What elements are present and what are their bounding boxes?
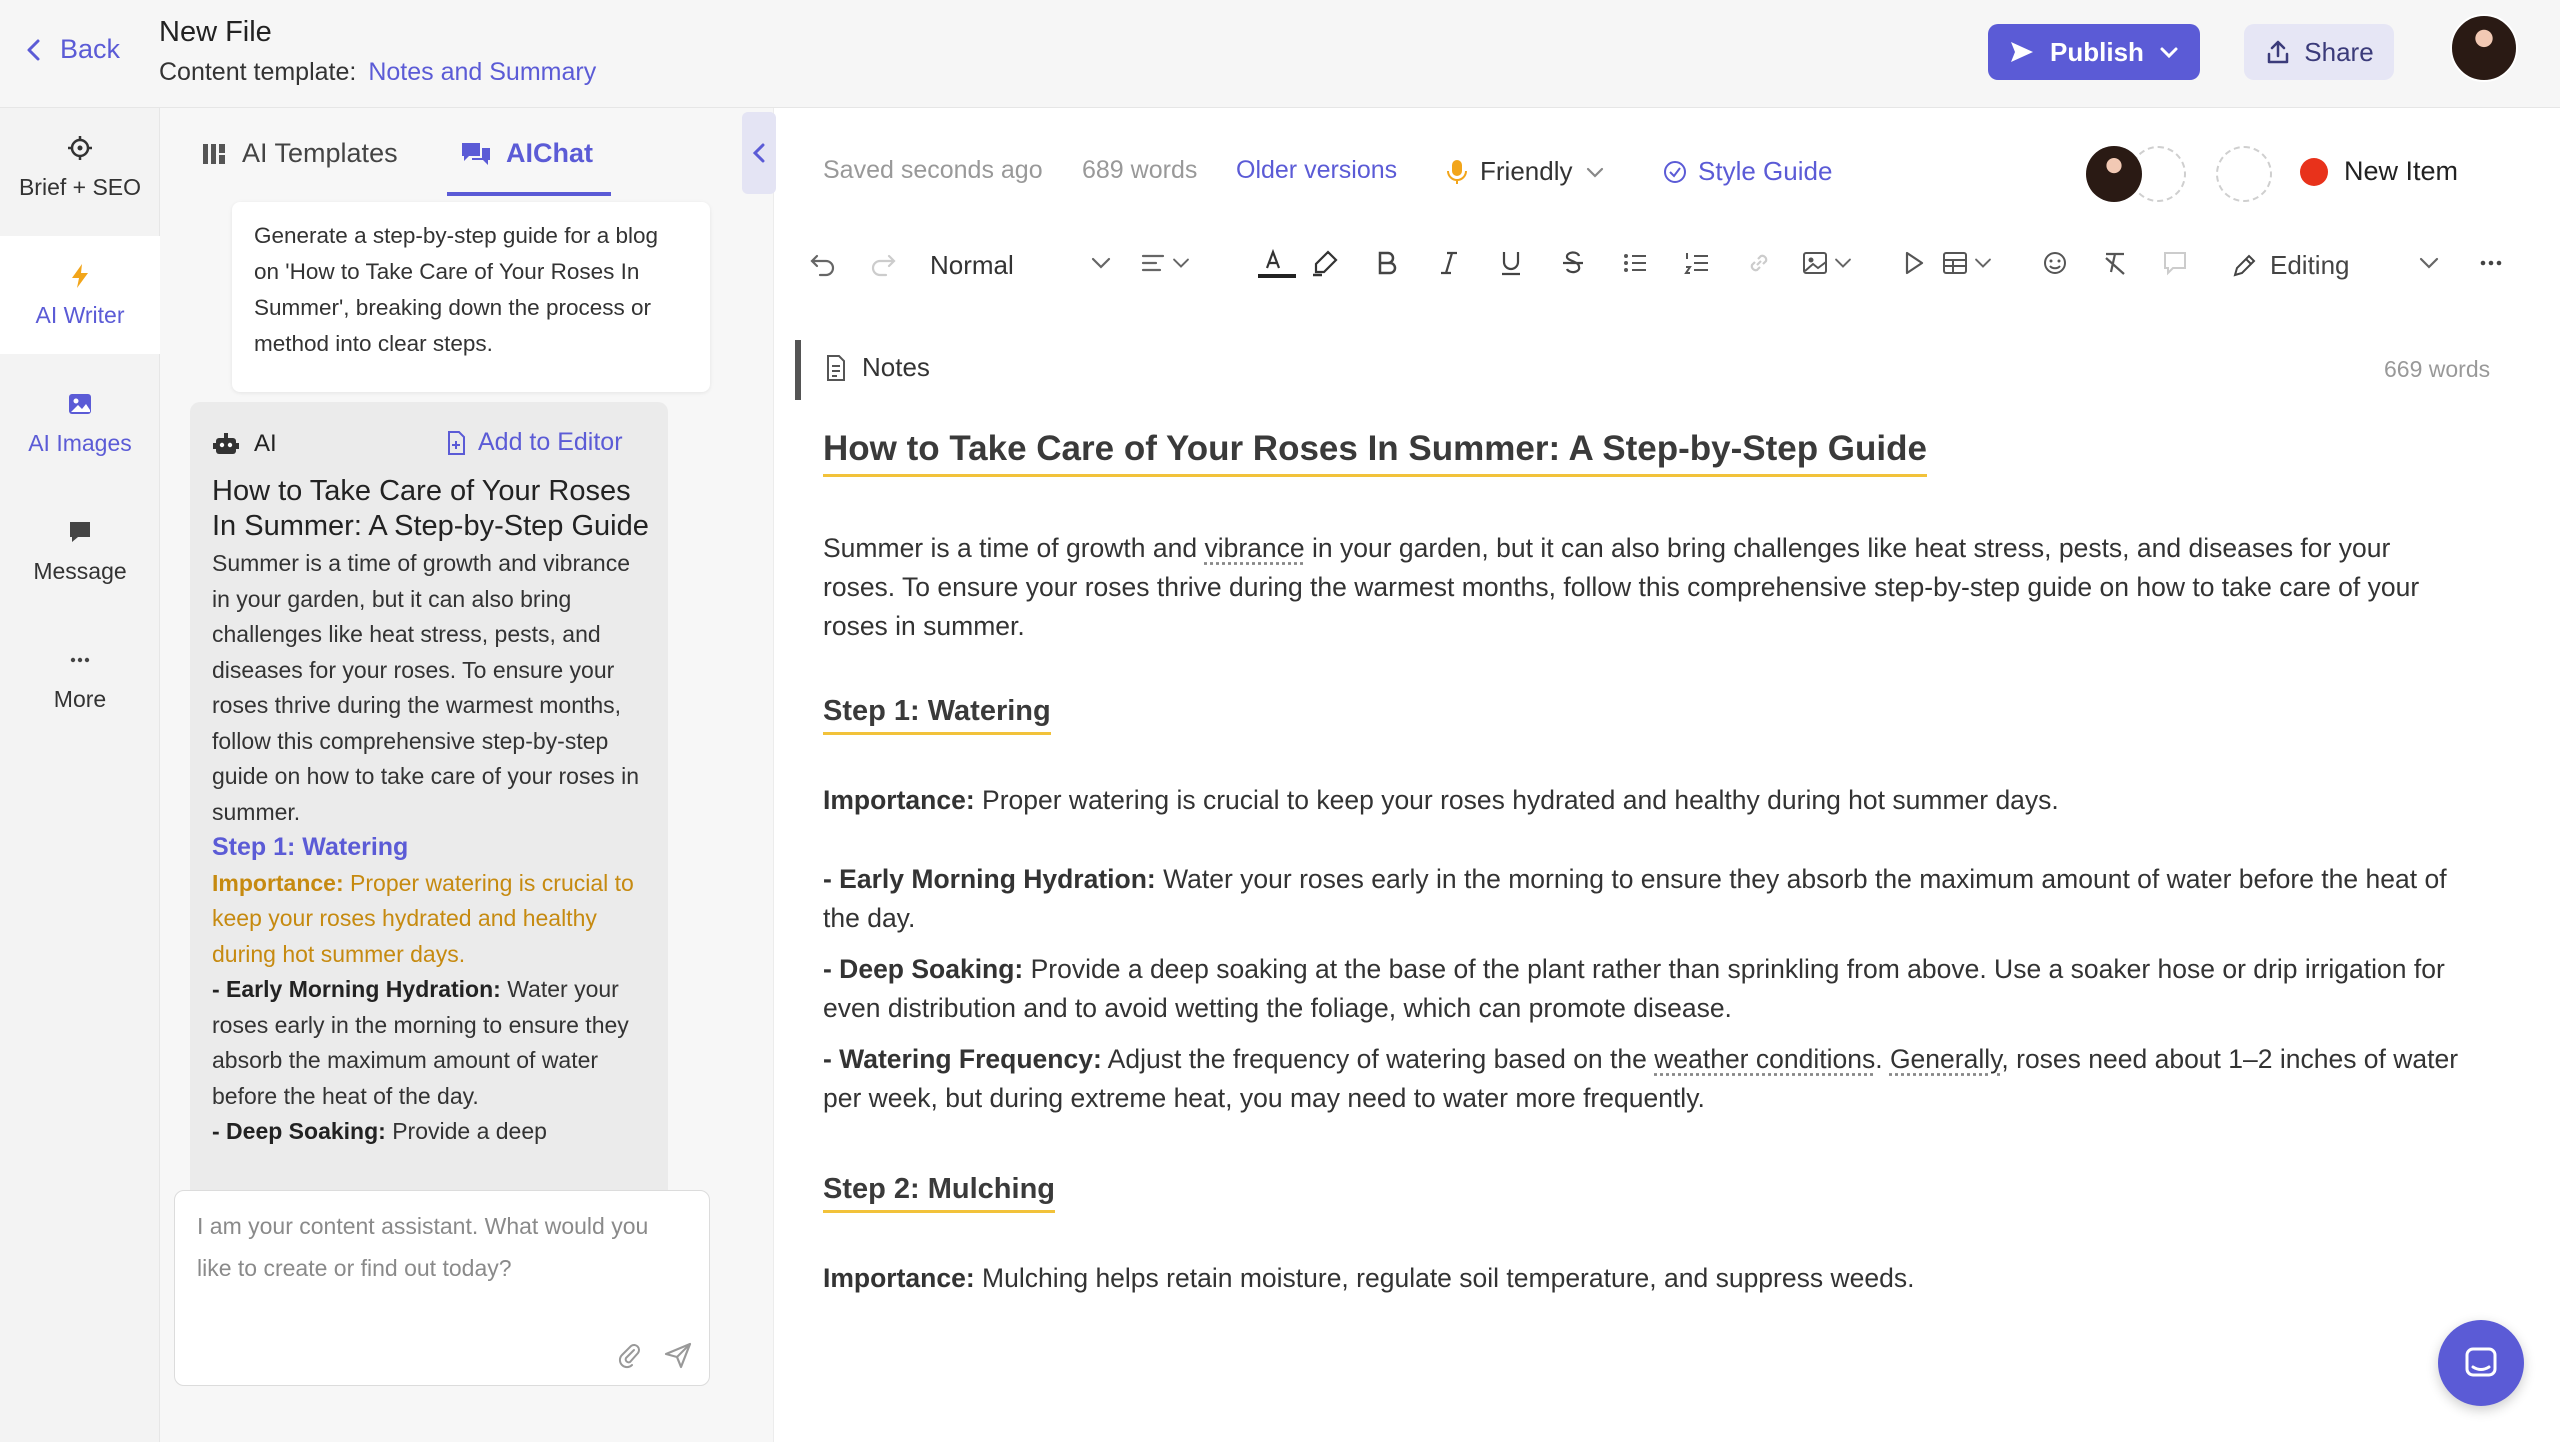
numbered-list-icon [1682,248,1712,278]
clear-format-icon [2100,248,2130,278]
ai-response-paragraph [212,1114,652,1150]
undo-icon [808,248,838,278]
style-guide-button[interactable] [1662,156,1832,187]
new-item-label: New Item [2344,156,2459,186]
comment-button[interactable] [2160,248,2190,278]
chevron-left-icon [751,141,767,165]
chevron-down-icon [2158,41,2180,63]
strikethrough-icon [1558,248,1588,278]
ai-response-paragraph [212,972,652,1114]
send-icon[interactable] [663,1341,693,1369]
rail-item-message[interactable] [0,492,160,610]
message-icon [66,518,94,546]
add-document-icon [444,430,468,456]
link-button[interactable] [1744,248,1774,278]
share-label: Share [2304,36,2374,67]
ai-panel [160,108,774,1442]
text-run: Adjust the frequency of watering based on the [1101,1044,1655,1074]
collapse-panel-button[interactable] [742,112,776,194]
highlight-button[interactable] [1310,248,1340,278]
image-icon [1800,248,1830,278]
status-dot [2300,158,2328,186]
notes-section-header[interactable] [824,352,930,383]
user-avatar[interactable] [2450,14,2518,82]
link-icon [1744,248,1774,278]
text-run: Mulching helps retain moisture, regulate soil temperature, and suppress weeds. [974,1263,1915,1293]
editing-mode-dropdown[interactable] [2230,250,2350,281]
rail-label: More [53,685,107,712]
chat-bubble-icon [2461,1343,2501,1383]
ai-response-title: How to Take Care of Your Roses In Summer: A Step-by-Step Guide [212,475,649,542]
microphone-icon [1446,158,1468,186]
chevron-down-icon [2414,248,2444,278]
document-word-count: 669 words [2384,356,2491,382]
importance-label: Importance: [823,785,975,815]
top-bar [0,0,2560,108]
share-button[interactable] [2244,24,2394,80]
bullet-text: Provide a deep [392,1118,547,1144]
notes-label: Notes [862,352,930,382]
strikethrough-button[interactable] [1558,248,1588,278]
templates-icon [200,140,228,168]
upload-icon [2264,38,2292,66]
formatting-toolbar [800,238,2540,294]
chat-input[interactable] [174,1190,710,1386]
user-prompt-bubble: Generate a step-by-step guide for a blog on 'How to Take Care of Your Roses In Summer', breaking down the process or method into clear steps. [232,202,710,392]
emoji-button[interactable] [2040,248,2070,278]
bold-button[interactable] [1372,248,1402,278]
left-rail [0,108,160,1442]
older-versions-link[interactable]: Older versions [1236,156,1398,184]
document-icon [824,354,848,382]
comment-icon [2160,248,2190,278]
flagged-word[interactable]: vibrance [1204,533,1305,563]
text-run: Proper watering is crucial to keep your roses hydrated and healthy during hot summer days. [974,785,2059,815]
lightning-icon [66,262,94,290]
new-item-status[interactable] [2300,156,2458,187]
word-count: 689 words [1082,156,1198,184]
insert-image-button[interactable] [1800,248,1856,278]
publish-button[interactable] [1988,24,2200,80]
bold-icon [1372,248,1402,278]
text-run: . [1875,1044,1890,1074]
active-tab-indicator [447,192,611,196]
text-run: , roses need about 1–2 inches of water per week, but during extreme heat, you may need to water more frequently. [823,1044,2459,1113]
italic-button[interactable] [1434,248,1464,278]
text-run: Provide a deep soaking at the base of the plant rather than sprinkling from above. Use a soaker hose or drip irrigation for even distribution and to avoid wetting the foliage, which can promote disease. [823,954,2445,1023]
bullet-paragraph [823,1040,2463,1118]
bullet-label: - Deep Soaking: [212,1118,386,1144]
file-title: New File [159,16,272,48]
chevron-down-icon [1584,161,1606,183]
insert-video-button[interactable] [1898,248,1928,278]
bullet-paragraph [823,950,2463,1028]
importance-label: Importance: [823,1263,975,1293]
style-guide-label: Style Guide [1698,156,1833,186]
ai-response-paragraph [212,866,652,973]
chat-icon [460,140,492,168]
back-button[interactable] [24,34,120,65]
ai-response-card [190,402,668,1294]
bullet-list-icon [1620,248,1650,278]
align-button[interactable] [1138,248,1194,278]
document-body[interactable] [823,424,2463,1298]
help-chat-button[interactable] [2438,1320,2524,1406]
underline-button[interactable] [1496,248,1526,278]
image-icon [66,390,94,418]
rail-item-brief-seo[interactable] [0,108,160,226]
back-label: Back [60,34,121,64]
rail-item-ai-images[interactable] [0,364,160,482]
intro-paragraph [823,529,2463,646]
bullet-paragraph [823,860,2463,938]
insert-table-button[interactable] [1940,248,1996,278]
chevron-left-icon [24,38,44,62]
redo-button[interactable] [868,248,898,278]
highlighter-icon [1310,248,1340,278]
rail-label: AI Images [28,429,132,456]
rail-label: Message [33,557,127,584]
target-icon [66,134,94,162]
chevron-down-icon [1830,248,1856,278]
bullet-text: Water your roses early in the morning to ensure they absorb the maximum amount of water before the heat of the day. [212,976,629,1109]
underline-icon [1496,248,1526,278]
undo-button[interactable] [808,248,838,278]
flagged-word[interactable]: weather conditions [1654,1044,1876,1074]
panel-tabs [160,108,774,198]
ai-response-step-heading: Step 1: Watering [212,833,409,861]
text-run: in your garden, but it can also bring challenges like heat stress, pests, and diseases for your roses. To ensure your roses thrive during the warmest months, follow this comprehensive step-by-step guide on how to take care of your roses in summer. [823,533,2420,641]
more-icon [2476,248,2506,278]
chevron-down-icon [1086,248,1116,278]
editing-label: Editing [2270,250,2350,280]
italic-icon [1434,248,1464,278]
more-icon [66,646,94,674]
chevron-down-icon [1168,248,1194,278]
paperclip-icon[interactable] [615,1341,643,1369]
schedule-button[interactable] [2216,146,2272,202]
document-title: How to Take Care of Your Roses In Summer: A Step-by-Step Guide [823,424,1927,477]
content-template [159,58,596,87]
ai-response-intro: Summer is a time of growth and vibrance in your garden, but it can also bring challenges like heat stress, pests, and diseases for your roses. To ensure your roses thrive during the warmest months, follow this comprehensive step-by-step guide on how to take care of your roses in summer. [212,550,640,825]
style-chevron[interactable] [1086,248,1116,278]
text-color-button[interactable] [1250,248,1296,278]
add-to-editor-label: Add to Editor [478,428,623,456]
ai-author: AI [254,430,277,457]
robot-icon [212,430,240,458]
rail-label: AI Writer [35,301,125,328]
redo-icon [868,248,898,278]
step2-heading: Step 2: Mulching [823,1168,1055,1213]
save-status: Saved seconds ago [823,156,1043,184]
clear-format-button[interactable] [2100,248,2130,278]
collaborator-avatar[interactable] [2086,146,2142,202]
tab-aichat[interactable] [460,138,593,169]
publish-label: Publish [2050,36,2144,67]
tab-ai-templates[interactable] [200,138,398,169]
importance-text: Proper watering is crucial to keep your roses hydrated and healthy during hot summer days. [212,869,634,967]
tone-dropdown[interactable] [1446,156,1606,187]
send-icon [2008,38,2036,66]
paragraph-style-dropdown[interactable]: Normal [930,250,1014,280]
template-label: Content template: [159,58,357,86]
flagged-word[interactable]: Generally [1889,1044,2002,1074]
bullet-label: - Early Morning Hydration: [823,864,1156,894]
template-link[interactable]: Notes and Summary [368,58,597,86]
play-icon [1898,248,1928,278]
align-left-icon [1138,248,1168,278]
importance-label: Importance: [212,869,344,896]
chevron-down-icon [1970,248,1996,278]
editing-chevron[interactable] [2414,248,2444,278]
notes-marker [795,340,801,400]
rail-item-more[interactable] [0,620,160,738]
emoji-icon [2040,248,2070,278]
bullet-label: - Deep Soaking: [823,954,1024,984]
more-options-button[interactable] [2476,248,2506,278]
chat-input-placeholder: I am your content assistant. What would you like to create or find out today? [197,1213,649,1281]
tab-label: AIChat [506,138,593,168]
bullet-label: - Early Morning Hydration: [212,976,501,1002]
importance-paragraph [823,781,2463,820]
numbered-list-button[interactable] [1682,248,1712,278]
pencil-icon [2230,252,2258,280]
text-run: Water your roses early in the morning to ensure they absorb the maximum amount of water before the heat of the day. [823,864,2447,933]
rail-item-ai-writer[interactable] [0,236,160,354]
table-icon [1940,248,1970,278]
add-to-editor-button[interactable] [444,428,623,457]
step1-heading: Step 1: Watering [823,690,1051,735]
ai-response-header [212,424,652,464]
rail-label: Brief + SEO [18,173,142,200]
importance-paragraph [823,1259,2463,1298]
tab-label: AI Templates [242,138,398,168]
bullet-label: - Watering Frequency: [823,1044,1102,1074]
ai-response-body [212,474,652,1150]
tone-label: Friendly [1480,156,1573,186]
text-color-icon [1250,248,1296,278]
bullet-list-button[interactable] [1620,248,1650,278]
text-run: Summer is a time of growth and [823,533,1205,563]
check-circle-icon [1662,159,1688,185]
